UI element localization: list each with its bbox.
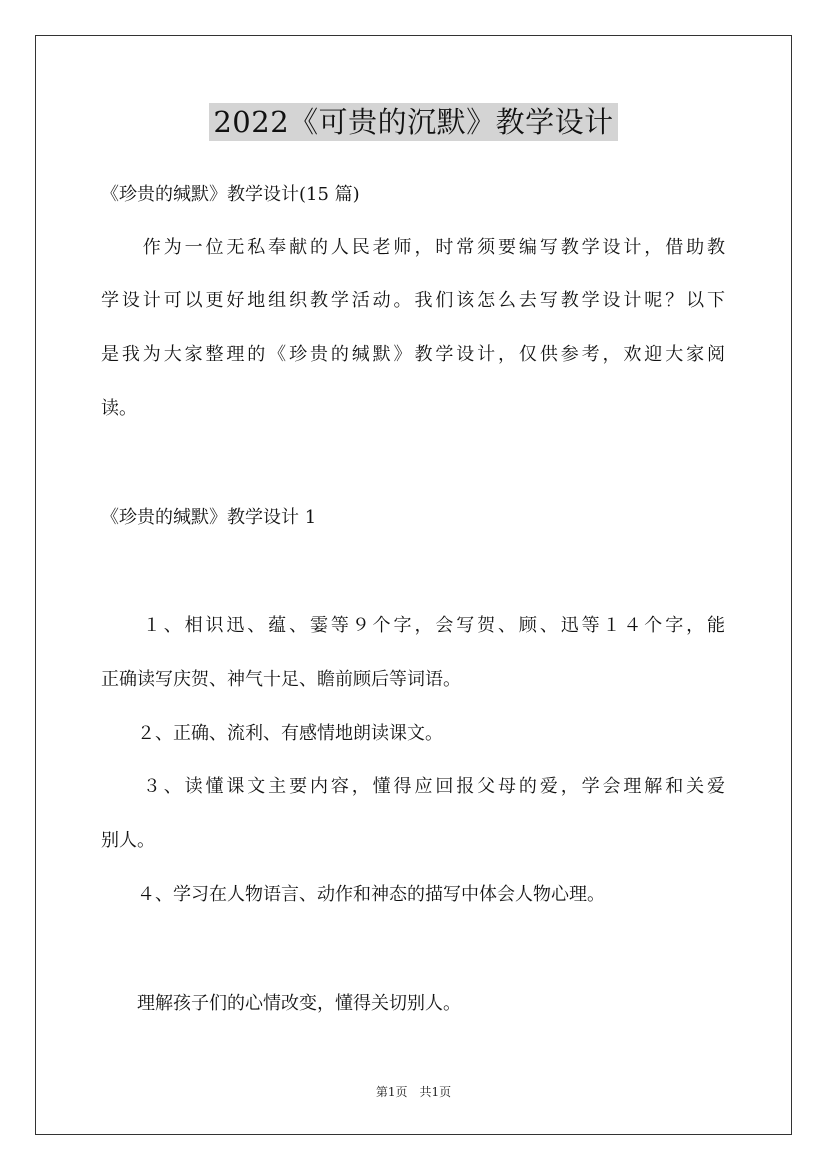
intro-line: 学设计可以更好地组织教学活动。我们该怎么去写教学设计呢？以下 xyxy=(101,290,725,311)
body-line: ３、读懂课文主要内容，懂得应回报父母的爱，学会理解和关爱 xyxy=(101,776,725,797)
intro-line: 是我为大家整理的《珍贵的缄默》教学设计，仅供参考，欢迎大家阅 xyxy=(101,344,725,365)
document-subtitle: 《珍贵的缄默》教学设计(15 篇) xyxy=(101,184,360,205)
body-line: 理解孩子们的心情改变，懂得关切别人。 xyxy=(101,993,461,1014)
body-line: ４、学习在人物语言、动作和神态的描写中体会人物心理。 xyxy=(101,884,605,905)
section-heading: 《珍贵的缄默》教学设计 1 xyxy=(101,507,317,528)
intro-line: 作为一位无私奉献的人民老师，时常须要编写教学设计，借助教 xyxy=(101,237,725,258)
document-title: 2022《可贵的沉默》教学设计 xyxy=(209,103,617,141)
document-title-wrap xyxy=(0,103,827,141)
body-line: ２、正确、流利、有感情地朗读课文。 xyxy=(101,723,443,744)
intro-line: 读。 xyxy=(101,398,137,419)
body-line: 正确读写庆贺、神气十足、瞻前顾后等词语。 xyxy=(101,669,461,690)
page-footer: 第1页 共1页 xyxy=(375,1085,452,1099)
body-line: １、相识迅、蕴、霎等９个字，会写贺、顾、迅等１４个字，能 xyxy=(101,615,725,636)
body-line: 别人。 xyxy=(101,830,155,851)
